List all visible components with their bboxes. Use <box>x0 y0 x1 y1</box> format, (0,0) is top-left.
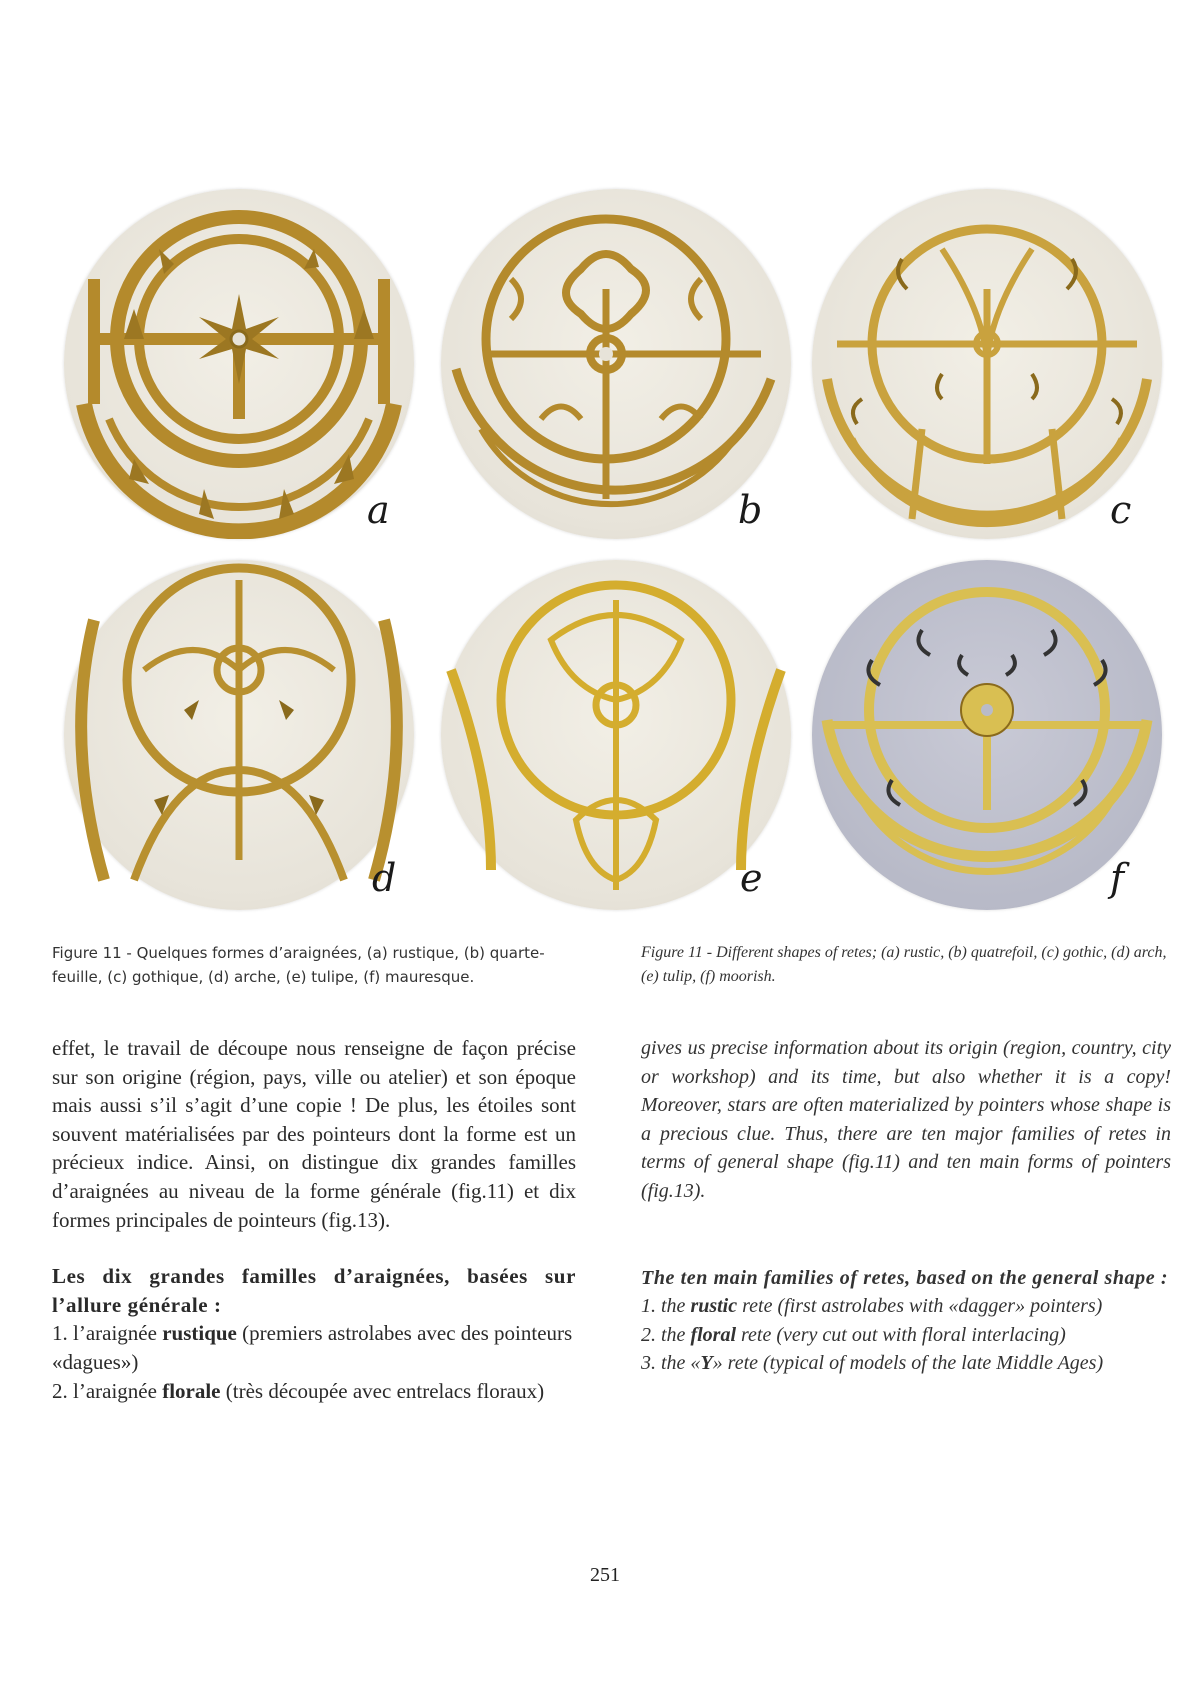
french-list-item: 2. l’araignée florale (très découpée avec entrelacs floraux) <box>52 1378 545 1403</box>
french-list-item: 1. l’araignée rustique (premiers astrolabes avec des pointeurs «dagues») <box>52 1321 573 1374</box>
figure-caption-french: Figure 11 - Quelques formes d’araignées, (a) rustique, (b) quarte-feuille, (c) gothique, (d) arche, (e) tulipe, (f) mauresque. <box>52 944 545 986</box>
english-column <box>641 1034 1171 1378</box>
figure-letter-b: b <box>738 488 763 532</box>
astrolabe-image-quatrefoil <box>441 189 791 539</box>
english-list-item: 2. the floral rete (very cut out with floral interlacing) <box>641 1323 1066 1346</box>
figure-letter-d: d <box>372 856 397 900</box>
figure-caption-english: Figure 11 - Different shapes of retes; (a) rustic, (b) quatrefoil, (c) gothic, (d) arch, (e) tulip, (f) moorish. <box>641 944 1167 985</box>
english-list-item: 1. the rustic rete (first astrolabes with «dagger» pointers) <box>641 1295 1103 1318</box>
figure-letter-e: e <box>740 856 763 900</box>
figure-letter-f: f <box>1110 856 1125 900</box>
french-section-heading: Les dix grandes familles d’araignées, basées sur l’allure générale : <box>52 1264 576 1317</box>
astrolabe-image-rustic <box>64 189 414 539</box>
english-body-paragraph: gives us precise information about its origin (region, country, city or workshop) and its time, but also whether it is a copy! Moreover, stars are often materialized by pointers whose shape is a precious clue. Thus, there are ten major families of retes in terms of general shape (fig.11) and ten main forms of pointers (fig.13). <box>641 1037 1171 1202</box>
english-section-heading: The ten main families of retes, based on the general shape : <box>641 1266 1169 1289</box>
french-column <box>52 1034 576 1405</box>
english-list-item: 3. the «Y» rete (typical of models of the late Middle Ages) <box>641 1352 1104 1375</box>
astrolabe-image-tulip <box>441 560 791 910</box>
figure-letter-a: a <box>367 488 390 532</box>
astrolabe-image-gothic <box>812 189 1162 539</box>
astrolabe-image-arch <box>64 560 414 910</box>
page-number: 251 <box>590 1564 620 1586</box>
french-body-paragraph: effet, le travail de découpe nous renseigne de façon précise sur son origine (région, pays, ville ou atelier) et son époque mais aussi s’il s’agit d’une copie ! De plus, les étoiles sont souvent matérialisées par des pointeurs dont la forme est un précieux indice. Ainsi, on distingue dix grandes familles d’araignées au niveau de la forme générale (fig.11) et dix formes principales de pointeurs (fig.13). <box>52 1036 576 1232</box>
figure-letter-c: c <box>1110 488 1132 532</box>
